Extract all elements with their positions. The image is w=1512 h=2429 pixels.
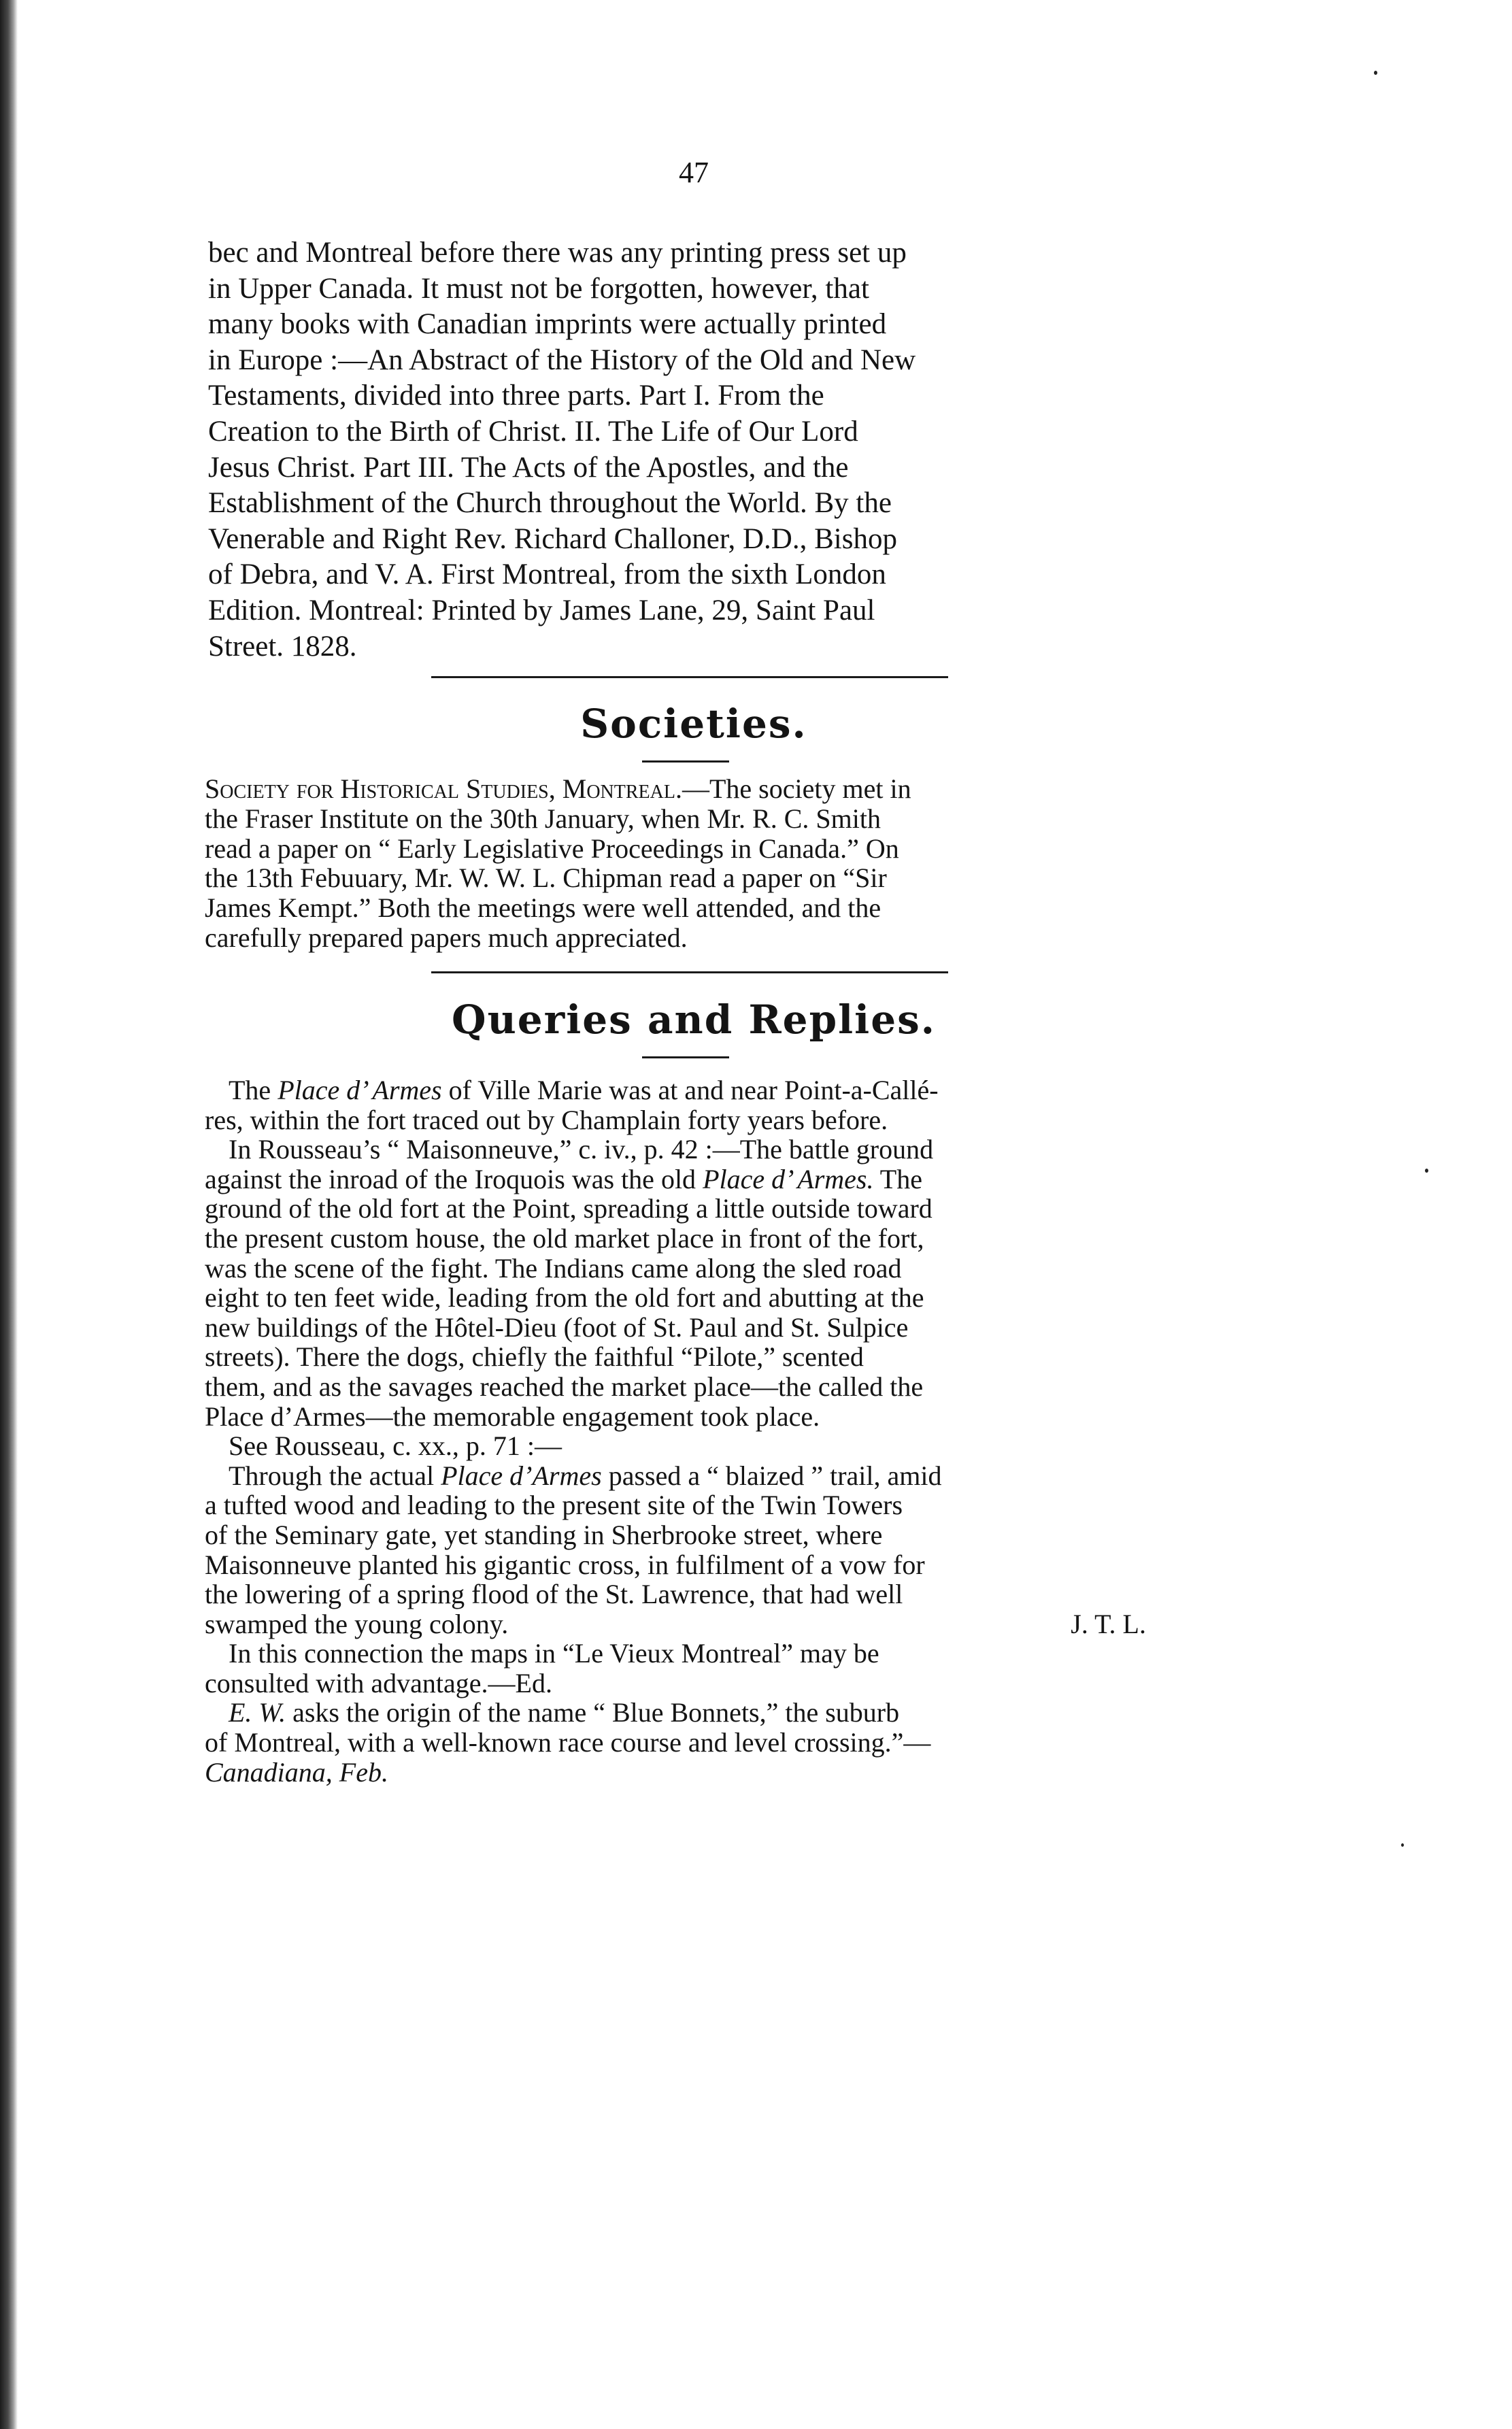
text-line xyxy=(205,1165,1154,1194)
text-line: Testaments, divided into three parts. Part I. From the xyxy=(208,380,824,412)
text-line: See Rousseau, c. xx., p. 71 :— xyxy=(229,1430,562,1462)
text-line: Creation to the Birth of Christ. II. The Life of Our Lord xyxy=(208,415,858,448)
text-line: the 13th Febuuary, Mr. W. W. L. Chipman read a paper on “Sir xyxy=(205,862,887,894)
heading-underline xyxy=(642,760,729,763)
scan-speck xyxy=(1401,1843,1404,1847)
text-fragment: of Ville Marie was at and near Point-a-Callé- xyxy=(441,1075,939,1105)
author-signature: J. T. L. xyxy=(1071,1608,1146,1639)
text-fragment: against the inroad of the Iroquois was the old xyxy=(205,1163,703,1194)
text-line: of Montreal, with a well-known race course and level crossing.”— xyxy=(205,1727,931,1758)
text-line xyxy=(205,1698,1154,1728)
text-line: Maisonneuve planted his gigantic cross, in fulfilment of a vow for xyxy=(205,1549,925,1580)
text-fragment: swamped the young colony. xyxy=(205,1608,509,1639)
heading-underline xyxy=(642,1056,729,1058)
page-number: 47 xyxy=(679,156,709,189)
text-line: In Rousseau’s “ Maisonneuve,” c. iv., p. 42 :—The battle ground xyxy=(229,1134,934,1165)
text-line xyxy=(205,1758,1154,1788)
text-line: Edition. Montreal: Printed by James Lane, 29, Saint Paul xyxy=(208,594,875,626)
text-line: them, and as the savages reached the market place—the called the xyxy=(205,1371,924,1402)
text-line xyxy=(205,774,1154,804)
text-line: bec and Montreal before there was any printing press set up xyxy=(208,237,907,269)
text-line: Jesus Christ. Part III. The Acts of the Apostles, and the xyxy=(208,451,849,484)
italic-text: Place d’ Armes. xyxy=(703,1163,874,1194)
text-line: the Fraser Institute on the 30th January, when Mr. R. C. Smith xyxy=(205,803,881,834)
scan-speck xyxy=(1374,71,1377,75)
text-line: James Kempt.” Both the meetings were well attended, and the xyxy=(205,892,881,924)
text-line: streets). There the dogs, chiefly the faithful “Pilote,” scented xyxy=(205,1341,864,1373)
text-line: in Europe :—An Abstract of the History of the Old and New xyxy=(208,344,916,376)
text-fragment: asks the origin of the name “ Blue Bonnets,” the suburb xyxy=(286,1697,900,1728)
text-line: carefully prepared papers much appreciated. xyxy=(205,922,688,953)
text-line: Venerable and Right Rev. Richard Challoner, D.D., Bishop xyxy=(208,522,897,555)
societies-paragraph xyxy=(205,774,1154,953)
text-line: new buildings of the Hôtel-Dieu (foot of St. Paul and St. Sulpice xyxy=(205,1311,909,1343)
italic-text: E. W. xyxy=(229,1697,286,1728)
text-line: was the scene of the fight. The Indians came along the sled road xyxy=(205,1252,902,1284)
section-divider xyxy=(431,971,948,973)
italic-text: Place d’ Armes xyxy=(278,1075,442,1105)
italic-text: Place d’Armes xyxy=(441,1460,602,1491)
text-fragment: passed a “ blaized ” trail, amid xyxy=(601,1460,942,1491)
text-line: read a paper on “ Early Legislative Proceedings in Canada.” On xyxy=(205,833,899,864)
scan-speck xyxy=(1425,1169,1428,1173)
queries-paragraph xyxy=(205,1075,1154,1787)
society-name: Society for Historical Studies, Montreal. xyxy=(205,773,682,804)
scanned-binding-edge xyxy=(0,0,18,2429)
text-fragment: Through the actual xyxy=(229,1460,441,1491)
text-line: of Debra, and V. A. First Montreal, from the sixth London xyxy=(208,558,886,591)
text-fragment: The xyxy=(229,1075,278,1105)
text-line: Place d’Armes—the memorable engagement took place. xyxy=(205,1401,820,1432)
text-fragment: The xyxy=(873,1163,922,1194)
text-line xyxy=(205,1075,1154,1105)
intro-paragraph xyxy=(208,235,1158,665)
text-line: many books with Canadian imprints were actually printed xyxy=(208,308,887,341)
text-line: Street. 1828. xyxy=(208,630,357,663)
text-line: the present custom house, the old market place in front of the fort, xyxy=(205,1222,924,1254)
text-line xyxy=(205,1461,1154,1491)
societies-heading: Societies. xyxy=(580,701,807,747)
text-line xyxy=(205,1609,1154,1639)
text-line: res, within the fort traced out by Champlain forty years before. xyxy=(205,1104,888,1135)
text-line: eight to ten feet wide, leading from the old fort and abutting at the xyxy=(205,1282,924,1313)
text-line: In this connection the maps in “Le Vieux Montreal” may be xyxy=(229,1638,879,1669)
text-line: in Upper Canada. It must not be forgotten, however, that xyxy=(208,272,869,305)
queries-heading: Queries and Replies. xyxy=(452,996,936,1043)
text-line: a tufted wood and leading to the present site of the Twin Towers xyxy=(205,1490,903,1521)
text-line: Establishment of the Church throughout the World. By the xyxy=(208,487,892,520)
section-divider xyxy=(431,676,948,678)
text-line: ground of the old fort at the Point, spreading a little outside toward xyxy=(205,1193,933,1224)
text-line: of the Seminary gate, yet standing in Sherbrooke street, where xyxy=(205,1519,883,1550)
text-line: consulted with advantage.—Ed. xyxy=(205,1667,552,1698)
italic-text: Canadiana, Feb. xyxy=(205,1756,388,1788)
text-line: the lowering of a spring flood of the St. Lawrence, that had well xyxy=(205,1579,903,1610)
text-fragment: —The society met in xyxy=(682,773,911,804)
